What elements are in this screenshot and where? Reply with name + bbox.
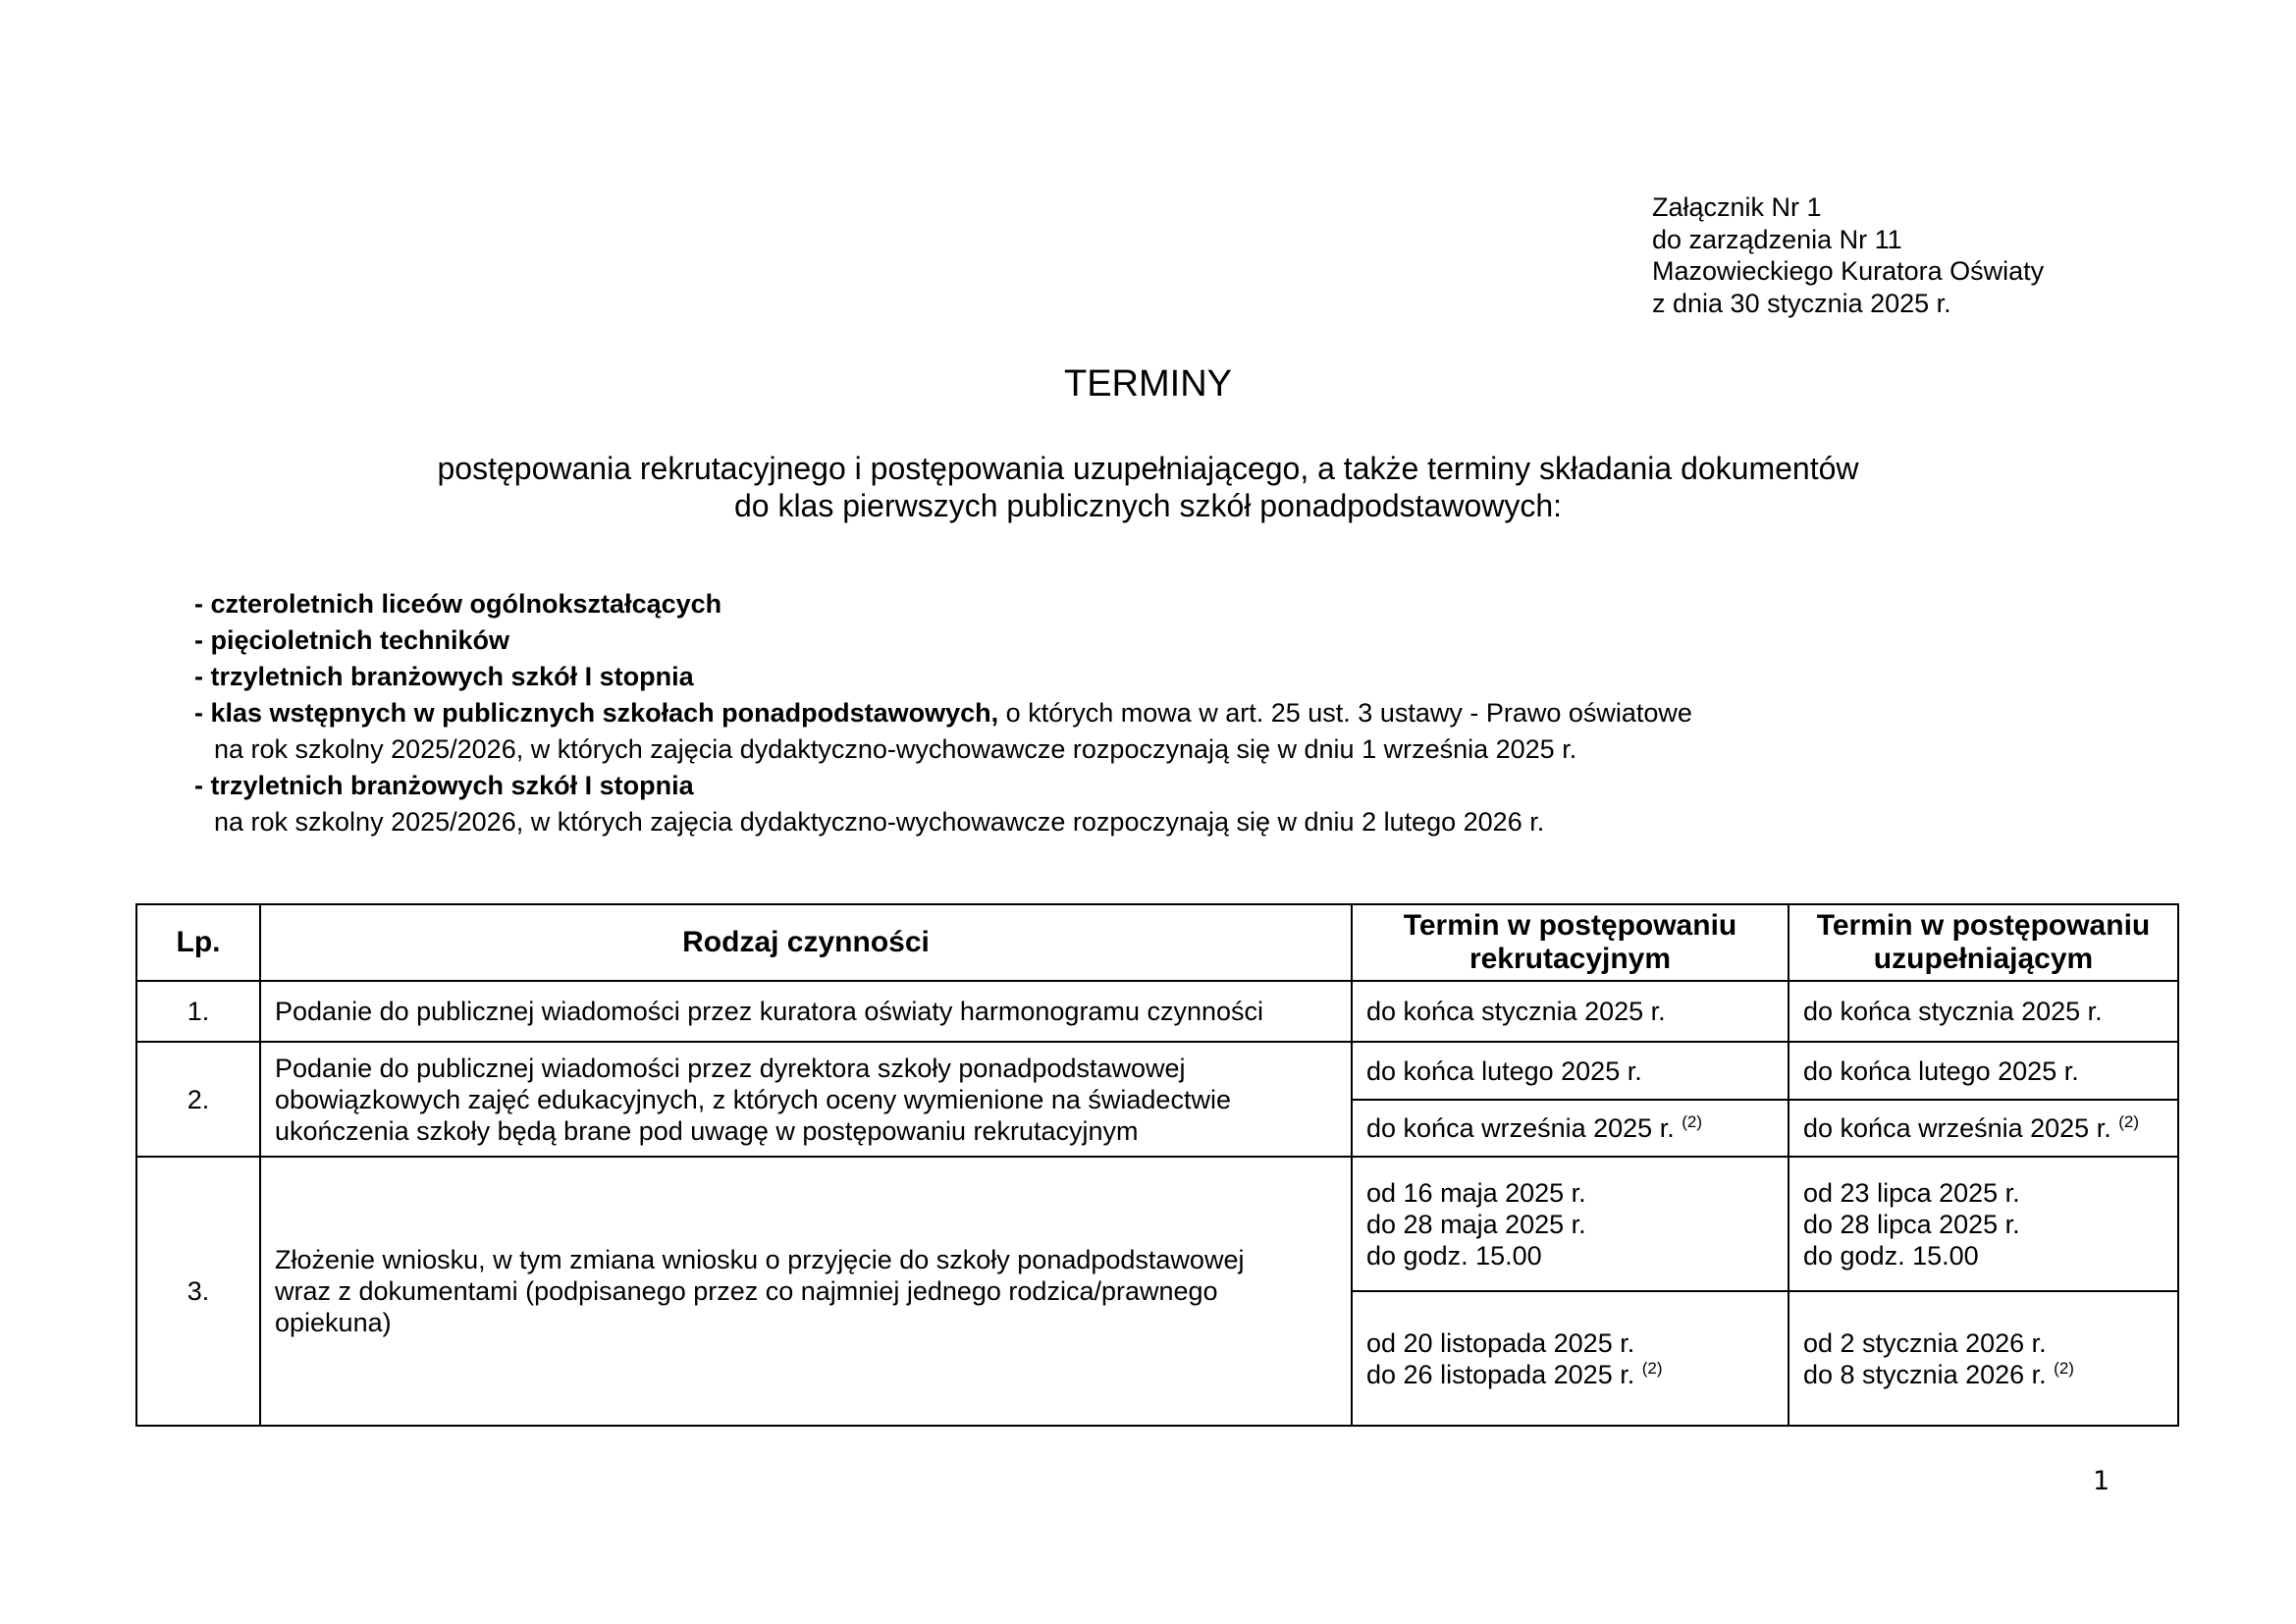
activity-line: wraz z dokumentami (podpisanego przez co najmniej jednego rodzica/prawnego	[275, 1276, 1218, 1306]
row-supplementary-date	[1789, 1100, 2178, 1157]
table-header-row	[136, 904, 2178, 981]
header-supplementary	[1789, 904, 2178, 981]
annex-line: z dnia 30 stycznia 2025 r.	[1652, 288, 1951, 318]
date-line	[1366, 1359, 1774, 1390]
date-text: do 8 stycznia 2026 r.	[1803, 1359, 2047, 1389]
table-row	[136, 1157, 2178, 1291]
date-line: do 28 lipca 2025 r.	[1803, 1209, 2020, 1239]
row-recruitment-date	[1352, 1157, 1789, 1291]
table-row	[136, 981, 2178, 1042]
row-supplementary-date: do końca lutego 2025 r.	[1789, 1042, 2178, 1100]
row-lp: 2.	[136, 1042, 260, 1157]
row-supplementary-date: do końca stycznia 2025 r.	[1789, 981, 2178, 1042]
subtitle-line: do klas pierwszych publicznych szkół ponadpodstawowych:	[733, 488, 1563, 523]
footnote-marker: (2)	[2118, 1112, 2139, 1131]
school-type-continuation: na rok szkolny 2025/2026, w których zajęcia dydaktyczno-wychowawcze rozpoczynają się w dniu 1 września 2025 r.	[214, 734, 1577, 764]
schedule-table	[135, 903, 2179, 1427]
annex-line: Załącznik Nr 1	[1652, 192, 1822, 222]
row-activity	[260, 1157, 1352, 1426]
school-types-list	[194, 586, 1692, 840]
school-type-item: - pięcioletnich techników	[194, 625, 510, 655]
document-subtitle	[0, 450, 2296, 524]
subtitle-line: postępowania rekrutacyjnego i postępowania uzupełniającego, a także terminy składania dokumentów	[437, 451, 1859, 486]
table-row	[136, 1042, 2178, 1100]
page-number: 1	[2093, 1466, 2110, 1496]
header-lp: Lp.	[136, 904, 260, 981]
footnote-marker: (2)	[1641, 1358, 1663, 1378]
row-recruitment-date: do końca lutego 2025 r.	[1352, 1042, 1789, 1100]
date-line: od 2 stycznia 2026 r.	[1803, 1327, 2047, 1358]
school-type-item: - klas wstępnych w publicznych szkołach ponadpodstawowych,	[194, 698, 999, 728]
row-activity	[260, 1042, 1352, 1157]
row-recruitment-date: do końca stycznia 2025 r.	[1352, 981, 1789, 1042]
date-line: od 20 listopada 2025 r.	[1366, 1327, 1635, 1358]
row-recruitment-date	[1352, 1100, 1789, 1157]
header-line: uzupełniającym	[1873, 943, 2094, 975]
row-activity: Podanie do publicznej wiadomości przez kuratora oświaty harmonogramu czynności	[260, 981, 1352, 1042]
date-text: do końca września 2025 r.	[1366, 1113, 1675, 1143]
row-recruitment-date	[1352, 1291, 1789, 1426]
date-line	[1803, 1359, 2163, 1390]
annex-line: Mazowieckiego Kuratora Oświaty	[1652, 256, 2045, 286]
header-activity: Rodzaj czynności	[260, 904, 1352, 981]
activity-line: obowiązkowych zajęć edukacyjnych, z których oceny wymienione na świadectwie	[275, 1084, 1231, 1114]
date-text: do końca września 2025 r.	[1803, 1113, 2111, 1143]
activity-line: Podanie do publicznej wiadomości przez dyrektora szkoły ponadpodstawowej	[275, 1053, 1186, 1083]
school-type-item: - czteroletnich liceów ogólnokształcących	[194, 589, 722, 619]
school-type-note: o których mowa w art. 25 ust. 3 ustawy - Prawo oświatowe	[998, 698, 1692, 728]
row-lp: 1.	[136, 981, 260, 1042]
date-line: do godz. 15.00	[1803, 1240, 1979, 1271]
header-line: Termin w postępowaniu	[1816, 909, 2151, 942]
document-title: TERMINY	[1064, 363, 1232, 405]
activity-line: ukończenia szkoły będą brane pod uwagę w postępowaniu rekrutacyjnym	[275, 1115, 1139, 1146]
row-supplementary-date	[1789, 1157, 2178, 1291]
activity-line: opiekuna)	[275, 1308, 392, 1337]
footnote-marker: (2)	[1682, 1112, 1702, 1131]
header-line: Termin w postępowaniu	[1403, 909, 1737, 942]
row-lp: 3.	[136, 1157, 260, 1426]
school-type-item: - trzyletnich branżowych szkół I stopnia	[194, 662, 694, 691]
annex-line: do zarządzenia Nr 11	[1652, 224, 1902, 254]
activity-line: Złożenie wniosku, w tym zmiana wniosku o przyjęcie do szkoły ponadpodstawowej	[275, 1245, 1245, 1274]
school-type-item: - trzyletnich branżowych szkół I stopnia	[194, 771, 694, 800]
date-line: do godz. 15.00	[1366, 1240, 1542, 1271]
row-supplementary-date	[1789, 1291, 2178, 1426]
date-text: do 26 listopada 2025 r.	[1366, 1359, 1635, 1389]
date-line: od 23 lipca 2025 r.	[1803, 1177, 2020, 1208]
header-recruitment	[1352, 904, 1789, 981]
annex-header	[1652, 191, 2044, 319]
date-line: do 28 maja 2025 r.	[1366, 1209, 1586, 1239]
date-line: od 16 maja 2025 r.	[1366, 1177, 1586, 1208]
footnote-marker: (2)	[2054, 1358, 2074, 1378]
header-line: rekrutacyjnym	[1468, 943, 1672, 975]
school-type-continuation: na rok szkolny 2025/2026, w których zajęcia dydaktyczno-wychowawcze rozpoczynają się w dniu 2 lutego 2026 r.	[214, 807, 1545, 837]
